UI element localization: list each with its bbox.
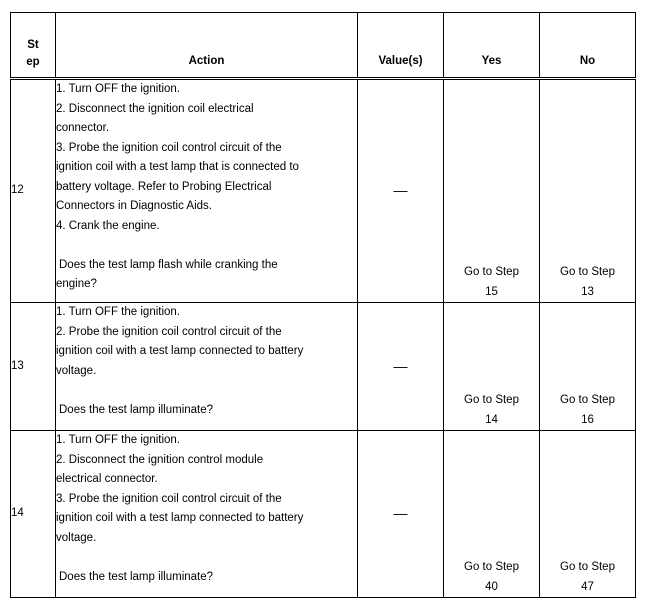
no-cell — [540, 431, 636, 598]
no-header: No — [540, 13, 636, 79]
action-line: 1. Turn OFF the ignition. — [56, 306, 181, 318]
no-step-number: 13 — [581, 285, 594, 298]
no-goto-label: Go to Step — [560, 266, 615, 278]
values-header: Value(s) — [358, 13, 444, 79]
yes-step-number: 14 — [485, 413, 498, 426]
value-cell: — — [358, 79, 444, 303]
action-line: 3. Probe the ignition coil control circuit of the — [56, 492, 282, 505]
action-cell — [56, 431, 358, 598]
no-step-number: 16 — [581, 413, 594, 426]
action-line: 2. Disconnect the ignition coil electrical — [56, 102, 254, 115]
no-cell — [540, 79, 636, 303]
question-line: Does the test lamp flash while cranking the — [59, 258, 278, 271]
action-line: Connectors in Diagnostic Aids. — [56, 200, 212, 212]
step-number: 12 — [11, 79, 56, 303]
step-header-line1: St — [27, 39, 39, 51]
action-line: 2. Disconnect the ignition control module — [56, 453, 264, 466]
action-line: 1. Turn OFF the ignition. — [56, 83, 181, 95]
table-row — [11, 431, 636, 598]
action-line: 1. Turn OFF the ignition. — [56, 434, 181, 446]
table-row — [11, 303, 636, 431]
step-number: 13 — [11, 303, 56, 431]
action-line: 3. Probe the ignition coil control circuit of the — [56, 141, 282, 154]
yes-step-number: 40 — [485, 580, 498, 593]
yes-cell — [444, 431, 540, 598]
value-cell: — — [358, 431, 444, 598]
table-row — [11, 79, 636, 303]
no-step-number: 47 — [581, 580, 594, 593]
yes-cell — [444, 79, 540, 303]
action-line: 4. Crank the engine. — [56, 219, 160, 232]
action-line: connector. — [56, 122, 110, 134]
no-cell — [540, 303, 636, 431]
value-cell: — — [358, 303, 444, 431]
action-line: battery voltage. Refer to Probing Electrical — [56, 180, 272, 193]
question-line: Does the test lamp illuminate? — [59, 570, 214, 583]
question-line: Does the test lamp illuminate? — [59, 403, 214, 416]
action-line: ignition coil with a test lamp connected to battery — [56, 345, 304, 357]
yes-goto-label: Go to Step — [464, 266, 519, 278]
yes-header: Yes — [444, 13, 540, 79]
no-goto-label: Go to Step — [560, 394, 615, 406]
step-header-line2: ep — [26, 56, 40, 68]
action-header: Action — [56, 13, 358, 79]
yes-cell — [444, 303, 540, 431]
action-cell — [56, 79, 358, 303]
action-line: voltage. — [56, 364, 97, 377]
yes-goto-label: Go to Step — [464, 561, 519, 573]
header-row — [11, 13, 636, 79]
no-goto-label: Go to Step — [560, 561, 615, 573]
step-number: 14 — [11, 431, 56, 598]
action-line: ignition coil with a test lamp that is connected to — [56, 161, 299, 173]
action-line: electrical connector. — [56, 473, 158, 485]
question-line: engine? — [56, 278, 97, 290]
action-line: 2. Probe the ignition coil control circuit of the — [56, 325, 282, 338]
yes-step-number: 15 — [485, 285, 498, 298]
action-line: ignition coil with a test lamp connected to battery — [56, 512, 304, 524]
yes-goto-label: Go to Step — [464, 394, 519, 406]
action-line: voltage. — [56, 531, 97, 544]
action-cell — [56, 303, 358, 431]
step-header — [11, 13, 56, 79]
diagnostic-table — [10, 12, 636, 598]
